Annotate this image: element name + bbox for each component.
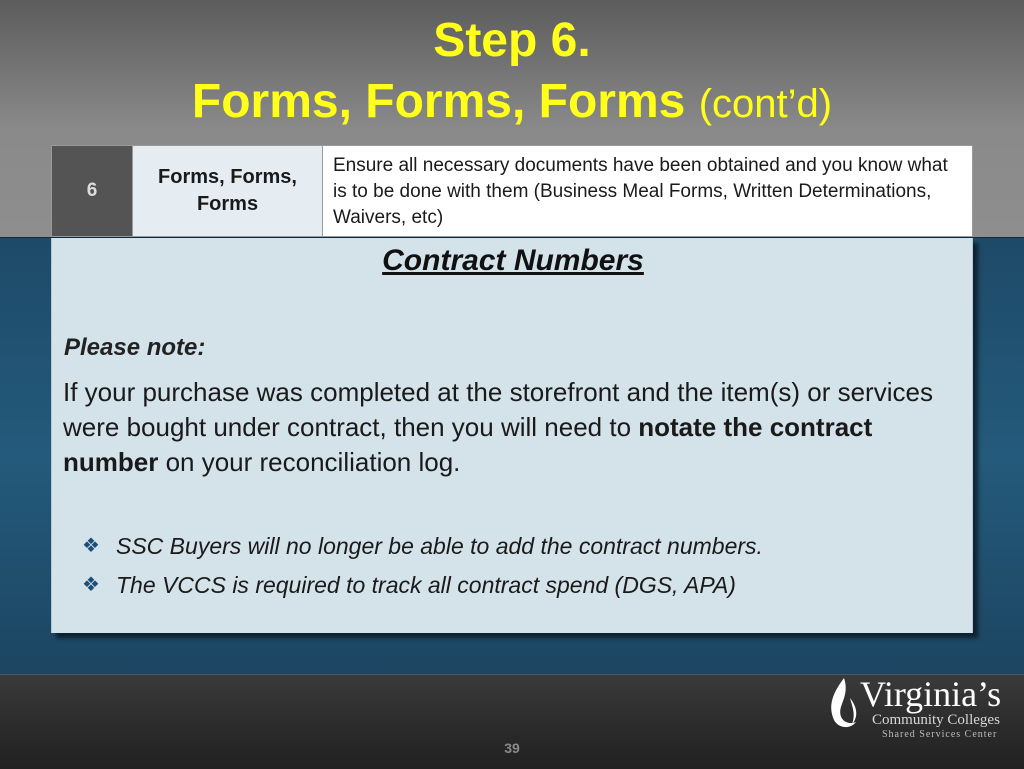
note-label: Please note: (64, 334, 206, 361)
slide-title-line2 (0, 74, 1024, 132)
bullet-text: The VCCS is required to track all contract spend (DGS, APA) (116, 572, 736, 598)
slide-title-line1: Step 6. (433, 14, 591, 67)
note-body-text-2: on your reconciliation log. (158, 447, 461, 477)
note-body (63, 375, 963, 480)
note-body-text-1: If your purchase was completed at the storefront and the item(s) or services were bought under contract, then you will need to (63, 377, 933, 442)
step-table-row (51, 145, 973, 237)
flame-logo-icon (826, 676, 862, 732)
vccs-logo (826, 676, 1016, 746)
slide-title-suffix: (cont’d) (698, 82, 833, 126)
note-body-emphasis: notate the contract number (63, 412, 873, 477)
step-description: Ensure all necessary documents have been obtained and you know what is to be done with them (Business Meal Forms, Written Determinations, Waivers, etc) (323, 146, 972, 236)
diamond-bullet-icon: ❖ (82, 574, 100, 596)
logo-subtitle: Community Colleges (872, 712, 1000, 728)
slide-title-main: Forms, Forms, Forms (191, 75, 686, 128)
bullet-item (82, 566, 763, 605)
bullet-item (82, 527, 763, 566)
bullet-text: SSC Buyers will no longer be able to add the contract numbers. (116, 533, 763, 559)
step-number: 6 (52, 146, 133, 236)
logo-tagline: Shared Services Center (882, 729, 998, 740)
step-name: Forms, Forms, Forms (133, 146, 323, 236)
logo-name: Virginia’s (860, 674, 1002, 714)
diamond-bullet-icon: ❖ (82, 535, 100, 557)
page-number: 39 (504, 740, 520, 756)
bullet-list (82, 527, 763, 605)
panel-heading: Contract Numbers (382, 244, 644, 277)
contract-numbers-panel (51, 238, 973, 633)
